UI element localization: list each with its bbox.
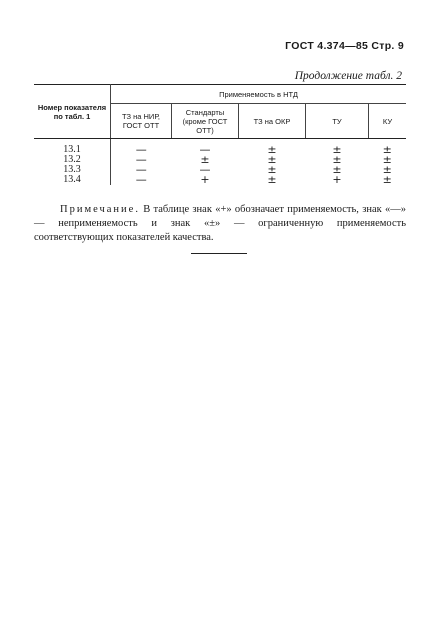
row-index: 13.3 bbox=[34, 165, 111, 175]
table-cell: + bbox=[200, 173, 210, 186]
table-cell: ± bbox=[200, 153, 210, 166]
table-cell: — bbox=[135, 163, 147, 176]
table-cell: — bbox=[135, 153, 147, 166]
row-index: 13.4 bbox=[34, 175, 111, 185]
end-divider bbox=[191, 253, 247, 254]
table-cell: ± bbox=[382, 163, 392, 176]
table-cell: ± bbox=[267, 163, 277, 176]
table-cell: ± bbox=[332, 143, 342, 156]
column-header-ku: КУ bbox=[369, 104, 407, 139]
table-row bbox=[34, 175, 406, 185]
table-caption: Продолжение табл. 2 bbox=[294, 70, 402, 82]
table-cell: ± bbox=[382, 173, 392, 186]
page-header: ГОСТ 4.374—85 Стр. 9 bbox=[285, 40, 404, 52]
applicability-table bbox=[34, 84, 406, 185]
index-column-header: Номер показателя по табл. 1 bbox=[34, 85, 111, 139]
table-row bbox=[34, 139, 406, 156]
table-cell: ± bbox=[267, 153, 277, 166]
note-label: Примечание. bbox=[60, 203, 140, 215]
column-header-tz-okr: ТЗ на ОКР bbox=[239, 104, 306, 139]
row-index: 13.1 bbox=[34, 139, 111, 156]
applicability-table-container bbox=[34, 84, 406, 185]
table-cell: ± bbox=[382, 153, 392, 166]
table-cell: — bbox=[199, 143, 211, 156]
table-cell: ± bbox=[332, 163, 342, 176]
table-cell: + bbox=[332, 173, 342, 186]
table-row bbox=[34, 155, 406, 165]
table-cell: ± bbox=[332, 153, 342, 166]
table-cell: ± bbox=[382, 143, 392, 156]
table-row bbox=[34, 165, 406, 175]
row-index: 13.2 bbox=[34, 155, 111, 165]
table-cell: — bbox=[135, 173, 147, 186]
group-header: Применяемость в НТД bbox=[111, 85, 407, 104]
column-header-tz-nir: ТЗ на НИР, ГОСТ ОТТ bbox=[111, 104, 172, 139]
table-cell: — bbox=[135, 143, 147, 156]
note-text: В таблице знак «+» обозначает применяемость, знак «—» — неприменяемость и знак «±» — ограниченную применяемость соответствующих показателей качества. bbox=[34, 203, 407, 243]
table-cell: — bbox=[199, 163, 211, 176]
table-cell: ± bbox=[267, 143, 277, 156]
table-cell: ± bbox=[267, 173, 277, 186]
table-note bbox=[34, 203, 406, 245]
column-header-standards: Стандарты (кроме ГОСТ ОТТ) bbox=[172, 104, 239, 139]
column-header-tu: ТУ bbox=[306, 104, 369, 139]
